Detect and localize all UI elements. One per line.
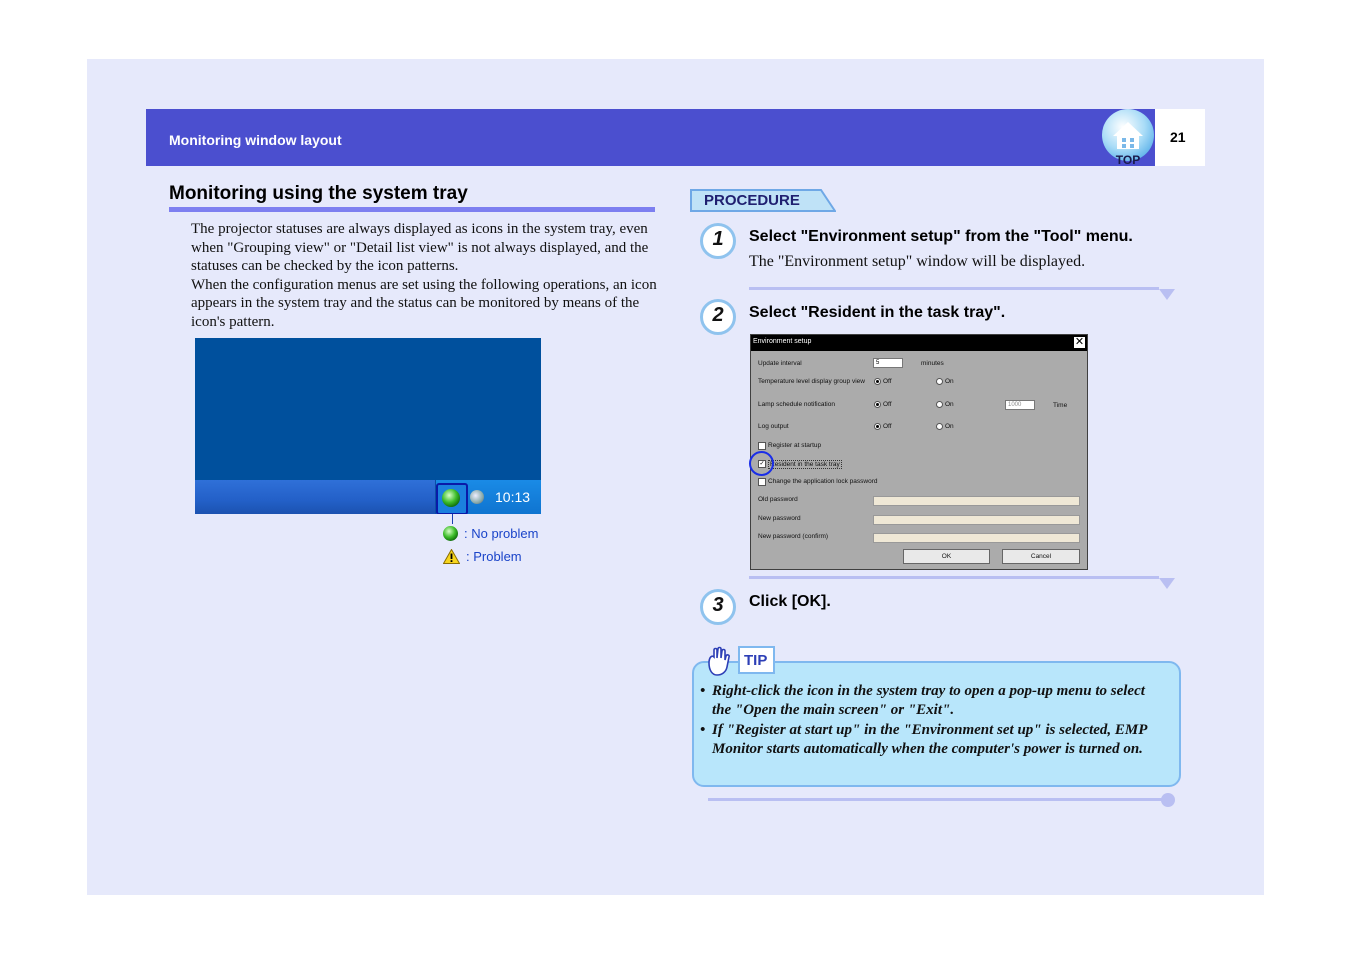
log-output-label: Log output [758, 423, 789, 430]
step-2-number: 2 [712, 304, 724, 326]
old-password-field[interactable] [873, 496, 1080, 506]
tip-item [700, 682, 1160, 719]
separator-arrow [1159, 289, 1175, 300]
lamp-time-spinner[interactable]: 1000 [1005, 400, 1035, 410]
off-label: Off [883, 423, 892, 430]
step-1-title: Select "Environment setup" from the "Tool" menu. [749, 228, 1133, 245]
legend-label: : Problem [466, 548, 522, 564]
body-paragraph: The projector statuses are always displayed as icons in the system tray, even when "Grouping view" or "Detail list view" is not always displayed, and the statuses can be checked by the icon patterns. [191, 221, 649, 274]
ok-button[interactable]: OK [903, 549, 990, 564]
cancel-button[interactable]: Cancel [1002, 549, 1080, 564]
confirm-password-label: New password (confirm) [758, 533, 829, 540]
body-text [191, 220, 657, 331]
temperature-on-radio[interactable] [936, 378, 943, 385]
close-icon[interactable]: ✕ [1074, 336, 1085, 348]
on-label: On [945, 401, 954, 408]
update-interval-spinner[interactable]: 5 [873, 358, 903, 368]
tray-clock: 10:13 [495, 489, 531, 505]
legend-label: : No problem [464, 525, 539, 541]
legend-problem [443, 547, 522, 565]
callout-line [452, 514, 453, 524]
step-1-description: The "Environment setup" window will be displayed. [749, 253, 1086, 270]
bottom-rule-dot [1161, 793, 1175, 807]
bullet: • [700, 722, 706, 738]
lamp-off-radio[interactable] [874, 401, 881, 408]
time-label: Time [1053, 402, 1068, 409]
lamp-on-radio[interactable] [936, 401, 943, 408]
tip-text: Right-click the icon in the system tray to open a pop-up menu to select the "Open the main screen" or "Exit". [712, 683, 1145, 718]
log-off-radio[interactable] [874, 423, 881, 430]
change-password-checkbox[interactable] [758, 478, 766, 486]
dialog-title: Environment setup [753, 338, 812, 345]
lamp-label: Lamp schedule notification [758, 401, 835, 408]
step-separator [749, 287, 1159, 290]
temperature-label: Temperature level display group view [758, 378, 865, 385]
section-title: Monitoring using the system tray [169, 183, 468, 204]
log-on-radio[interactable] [936, 423, 943, 430]
highlight-circle [749, 451, 774, 476]
procedure-label: PROCEDURE [704, 192, 800, 209]
tip-label: TIP [744, 652, 768, 669]
environment-setup-dialog [750, 334, 1088, 570]
legend-no-problem [443, 524, 538, 542]
confirm-password-field[interactable] [873, 533, 1080, 543]
system-tray-screenshot [195, 338, 541, 514]
update-interval-label: Update interval [758, 360, 802, 367]
resident-tray-checkbox[interactable]: ✓ [759, 461, 765, 467]
hand-pointer-icon [703, 645, 735, 677]
page-number: 21 [1170, 129, 1186, 145]
step-2-title: Select "Resident in the task tray". [749, 304, 1006, 321]
register-startup-label: Register at startup [768, 442, 822, 449]
register-startup-checkbox[interactable] [758, 442, 766, 450]
new-password-field[interactable] [873, 515, 1080, 525]
change-password-label: Change the application lock password [768, 478, 878, 485]
on-label: On [945, 378, 954, 385]
section-underline [169, 207, 655, 212]
off-label: Off [883, 401, 892, 408]
volume-icon[interactable] [470, 490, 484, 504]
new-password-label: New password [758, 515, 801, 522]
tip-item [700, 721, 1160, 758]
top-home-icon[interactable] [1101, 108, 1155, 166]
section-label: Monitoring window layout [169, 132, 342, 148]
tip-text: If "Register at start up" in the "Environment set up" is selected, EMP Monitor starts automatically when the computer's power is turned on. [712, 722, 1147, 757]
step-3-title: Click [OK]. [749, 593, 831, 610]
bullet: • [700, 683, 706, 699]
green-status-icon [443, 526, 458, 541]
old-password-label: Old password [758, 496, 798, 503]
separator-arrow [1159, 578, 1175, 589]
resident-tray-label: Resident in the task tray [770, 461, 840, 468]
step-separator [749, 576, 1159, 579]
bottom-rule [708, 798, 1166, 801]
top-label: TOP [1115, 153, 1141, 166]
warning-icon [443, 549, 460, 564]
projector-status-icon[interactable] [442, 489, 460, 507]
step-1-number: 1 [712, 228, 724, 250]
step-3-number: 3 [712, 594, 724, 616]
temperature-off-radio[interactable] [874, 378, 881, 385]
body-paragraph: When the configuration menus are set using the following operations, an icon appears in the system tray and the status can be monitored by means of the icon's pattern. [191, 276, 657, 330]
on-label: On [945, 423, 954, 430]
minutes-label: minutes [921, 360, 944, 367]
off-label: Off [883, 378, 892, 385]
